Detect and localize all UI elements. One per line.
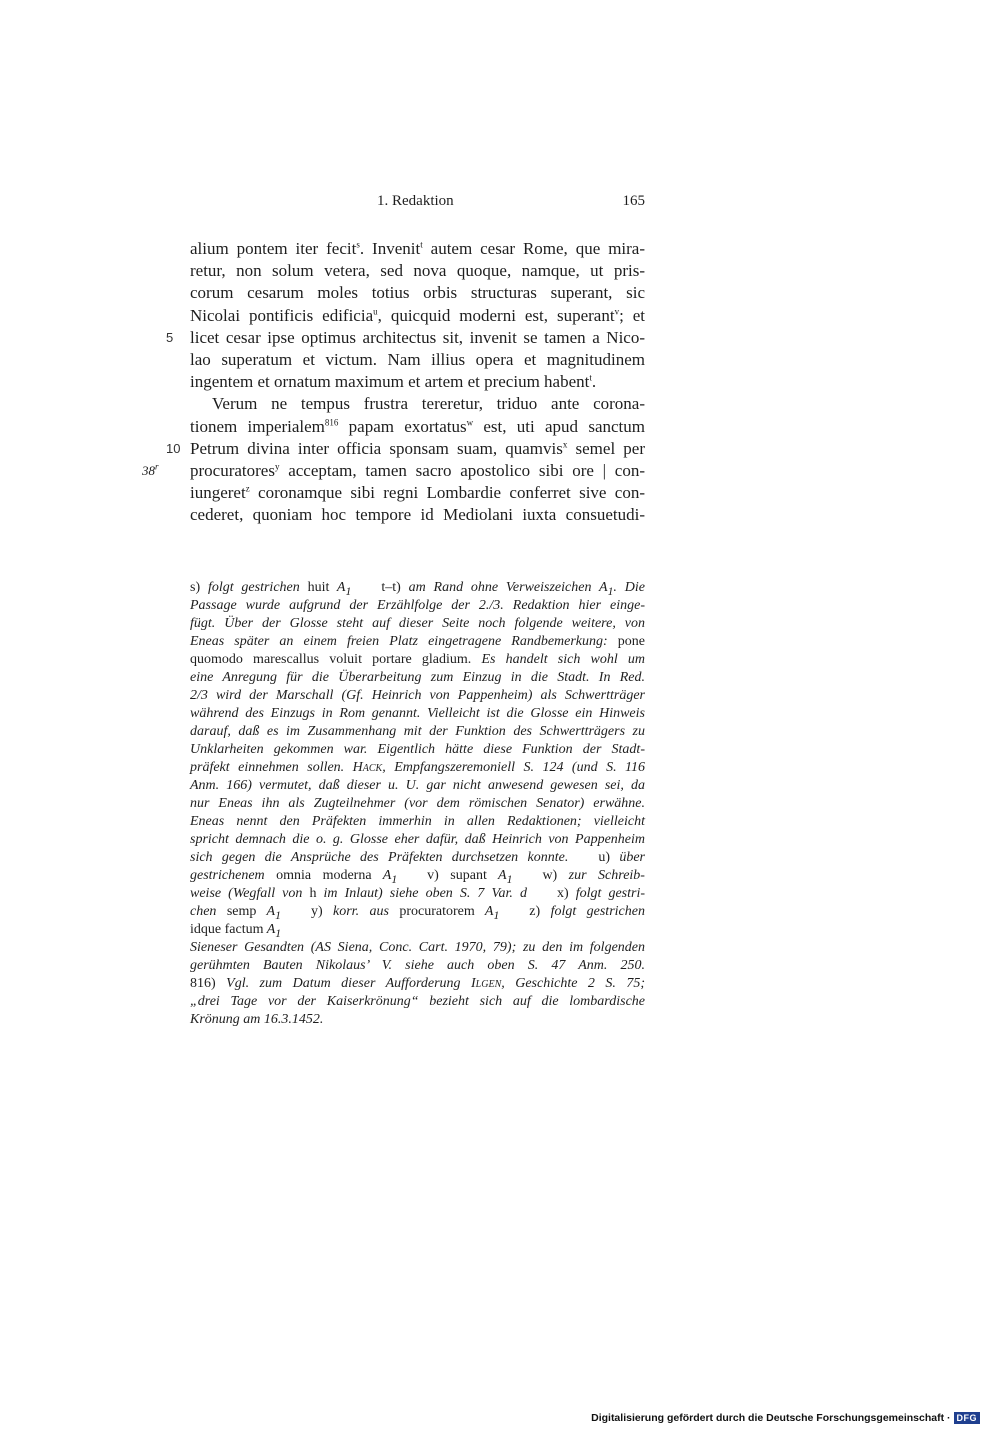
text-line: lao superatum et victum. Nam illius opera et magnitudinem — [190, 349, 645, 369]
note-line: 2/3 wird der Marschall (Gf. Heinrich von Pappenheim) als Schwertträger — [190, 688, 645, 703]
text-line: Verum ne tempus frustra tereretur, triduo ante corona- — [212, 394, 645, 414]
note-line: nur Eneas ihn als Zugteilnehmer (vor dem römischen Senator) erwähne. — [190, 796, 645, 811]
note-line: Krönung am 16.3.1452. — [190, 1012, 324, 1027]
note-line: Anm. 166) vermutet, daß dieser u. U. gar nicht anwesend gewesen sei, da — [190, 778, 645, 793]
note-line: sich gegen die Ansprüche des Präfekten durchsetzen konnte. u) über — [190, 850, 645, 865]
note-line: chen semp $A_1$ y) korr. aus procuratorem $A_1$ z) folgt gestrichen — [190, 904, 645, 922]
text-line: alium pontem iter fecit$^s$. Invenit$^t$ autem cesar Rome, que mira- — [190, 239, 646, 258]
text-line: corum cesarum moles totius orbis structuras superant, sic — [190, 283, 645, 303]
text-line: Nicolai pontificis edificia$^u$, quicquid moderni est, superant$^v$; et — [190, 305, 646, 325]
note-line: Passage wurde aufgrund der Erzählfolge der 2./3. Redaktion hier einge- — [190, 598, 645, 613]
text-line: 10 Petrum divina inter officia sponsam suam, quamvis$^x$ semel per — [190, 438, 645, 460]
text-line: 38$^r$ procuratores$^y$ acceptam, tamen sacro apostolico sibi ore | con- — [190, 460, 645, 482]
folio-marker: 38$^r$ — [142, 461, 159, 478]
note-line: Unklarheiten gekommen war. Eigentlich hätte diese Funktion der Stadt- — [190, 742, 645, 757]
note-line: gerühmten Bauten Nikolaus’ V. siehe auch oben S. 47 Anm. 250. — [190, 958, 645, 973]
footer-text: Digitalisierung gefördert durch die Deutsche Forschungsgemeinschaft · — [591, 1412, 951, 1424]
note-line: spricht demnach die o. g. Glosse eher dafür, daß Heinrich von Pappenheim — [190, 832, 645, 847]
text-line: iungeret$^z$ coronamque sibi regni Lombardie conferret sive con- — [190, 483, 645, 503]
note-line: idque factum $A_1$ — [190, 922, 282, 940]
line-number: 10 — [166, 440, 181, 456]
critical-apparatus — [190, 579, 645, 939]
text-line: tionem imperialem$^{816}$ papam exortatus$^w$ est, uti apud sanctum — [190, 416, 645, 436]
dfg-footer — [591, 1410, 980, 1426]
note-line: Eneas später an einem freien Platz eingetragene Randbemerkung: pone — [190, 634, 645, 649]
note-line: quomodo marescallus voluit portare gladium. Es handelt sich wohl um — [190, 652, 645, 667]
note-line: s) folgt gestrichen huit $A_1$ t–t) am Rand ohne Verweiszeichen $A_1$. Die — [190, 580, 645, 598]
note-line: präfekt einnehmen sollen. Hack, Empfangszeremoniell S. 124 (und S. 116 — [190, 760, 645, 775]
text-line: ingentem et ornatum maximum et artem et precium habent$^t$. — [190, 372, 597, 392]
note-line: Sieneser Gesandten (AS Siena, Conc. Cart. 1970, 79); zu den im folgenden — [190, 940, 645, 955]
note-line: darauf, daß es im Zusammenhang mit der Funktion des Schwertträgers zu — [190, 724, 645, 739]
note-line: „drei Tage vor der Kaiserkrönung“ bezieht sich auf die lombardische — [190, 994, 645, 1009]
chapter-title: 1. Redaktion — [377, 193, 454, 209]
note-line: eine Anregung für die Überarbeitung zum Einzug in die Stadt. In Red. — [190, 670, 645, 685]
footnotes — [190, 939, 645, 1029]
note-line: gestrichenem omnia moderna $A_1$ v) supant $A_1$ w) zur Schreib- — [190, 868, 645, 886]
dfg-logo: DFG — [954, 1412, 981, 1424]
note-line: weise (Wegfall von h im Inlaut) siehe oben S. 7 Var. d x) folgt gestri- — [190, 886, 645, 901]
note-line: während des Einzugs in Rom genannt. Vielleicht ist die Glosse ein Hinweis — [190, 706, 645, 721]
note-line: 816) Vgl. zum Datum dieser Aufforderung Ilgen, Geschichte 2 S. 75; — [190, 976, 645, 991]
main-text — [142, 238, 646, 526]
text-line: 5 licet cesar ipse optimus architectus sit, invenit se tamen a Nico- — [190, 327, 645, 349]
running-head — [190, 193, 645, 215]
text-line: retur, non solum vetera, sed nova quoque, namque, ut pris- — [190, 261, 645, 281]
note-line: fügt. Über der Glosse steht auf dieser Seite noch folgende weitere, von — [190, 616, 645, 631]
note-line: Eneas nennt den Präfekten immerhin in allen Redaktionen; vielleicht — [190, 814, 645, 829]
text-line: cederet, quoniam hoc tempore id Mediolani iuxta consuetudi- — [190, 505, 645, 525]
page-number: 165 — [622, 193, 645, 209]
line-number: 5 — [166, 329, 174, 345]
